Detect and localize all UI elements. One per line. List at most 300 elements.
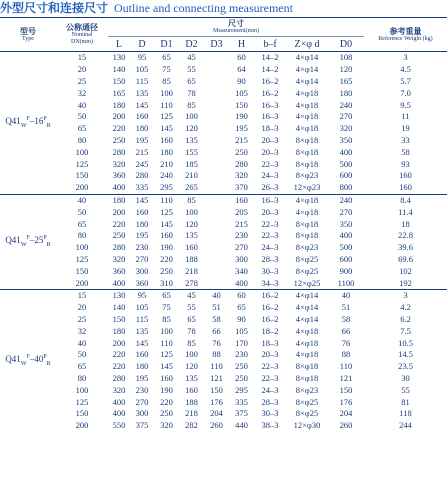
table-cell: 160 [135,111,149,122]
table-cell: 8×φ18 [295,218,319,229]
table-cell: 150 [112,313,126,324]
table-row [0,337,447,349]
table-cell: 150 [339,384,353,395]
table-row [0,325,447,337]
table-cell: 140 [112,64,126,75]
table-cell [204,254,229,266]
table-cell: 240 [160,170,173,181]
table-cell: 320 [112,253,126,264]
table-cell: 100 [185,206,198,217]
table-cell: 93 [401,158,410,169]
table-cell: 100 [75,384,89,395]
table-cell: 4.5 [400,64,411,75]
table-cell [204,146,229,158]
table-cell: 65 [187,75,196,86]
table-cell: 260 [339,420,353,431]
table-cell: 23.5 [398,361,413,372]
table-cell: 76 [341,337,351,348]
table-cell: 375 [235,408,248,419]
table-cell: 265 [185,182,198,193]
table-cell [204,218,229,230]
table-cell: 40 [204,289,229,301]
table-cell: 600 [339,170,353,181]
table-cell: 85 [187,337,196,348]
table-cell: 210 [160,158,173,169]
table-cell: 176 [339,396,353,407]
table-cell: 65 [237,302,246,313]
table-cell: 8×φ25 [295,265,319,276]
table-cell: 22.8 [398,230,413,241]
table-cell: 400 [339,230,353,241]
table-cell: 95 [130,289,154,301]
table-cell: 4×φ18 [295,87,319,98]
type-header: 型号 Type [0,18,56,52]
table-cell: 215 [235,134,248,145]
table-cell: 155 [185,146,198,157]
table-cell: 30 [401,372,410,383]
table-cell: 121 [339,372,353,383]
table-cell [204,158,229,170]
table-cell: 350 [339,218,353,229]
table-cell: 125 [160,111,173,122]
table-cell [204,135,229,147]
table-cell: 8×φ23 [295,242,319,253]
table-cell: 320 [112,384,126,395]
table-row [0,265,447,277]
table-cell: 110 [210,361,223,372]
table-cell: 360 [112,265,126,276]
table-cell: 250 [235,361,248,372]
table-cell: 215 [235,218,248,229]
column-header: D [130,37,154,52]
table-cell: 135 [185,372,198,383]
table-row [0,135,447,147]
table-row [0,373,447,385]
table-cell: 25 [77,313,87,324]
table-cell: 8×φ23 [295,384,319,395]
table-cell: 190 [235,111,248,122]
type-cell: $Q41_W^F-25^P_R$ [0,194,56,289]
table-cell: 32 [77,325,87,336]
table-cell: 65 [77,218,87,229]
table-cell: 4×φ18 [295,337,319,348]
table-cell: 200 [75,182,89,193]
table-cell: 16–3 [261,111,279,122]
table-cell: 4×φ14 [295,64,319,75]
table-cell: 65 [77,123,87,134]
table-cell: 135 [185,230,198,241]
table-cell: 160 [399,182,412,193]
table-cell: 230 [235,230,248,241]
table-cell: 150 [235,99,248,110]
table-cell: 22–3 [261,361,279,372]
table-cell: 100 [160,87,173,98]
table-cell: 375 [135,420,149,431]
table-cell: 160 [160,372,173,383]
table-cell: 22–3 [261,372,279,383]
table-cell: 20–3 [261,134,279,145]
table-cell [204,206,229,218]
table-cell: 180 [112,325,126,336]
column-header: D1 [154,37,179,52]
table-cell: 16–2 [261,313,279,324]
table-cell: 60 [229,289,254,301]
table-row [0,361,447,373]
table-cell: 8×φ25 [295,253,319,264]
table-cell: 370 [235,182,248,193]
table-cell: 4.2 [400,302,411,313]
type-cell: $Q41_W^F-40^P_R$ [0,289,56,431]
table-cell: 310 [160,277,173,288]
table-cell: 135 [135,325,149,336]
table-row [0,76,447,88]
weight-header: 参考重量 Reference Weight (kg) [364,18,447,52]
table-cell: 210 [185,170,198,181]
table-cell: 280 [112,146,126,157]
table-cell: 188 [185,253,198,264]
column-header: D3 [204,37,229,52]
table-row [0,230,447,242]
table-cell [204,87,229,99]
table-cell: 185 [185,158,198,169]
table-cell: 66 [341,325,351,336]
table-cell: 440 [235,420,248,431]
table-cell: 125 [75,158,89,169]
table-row [0,254,447,266]
table-cell: 176 [210,396,223,407]
table-cell: 600 [339,253,353,264]
table-cell: 100 [160,325,173,336]
table-cell: 270 [135,396,149,407]
table-cell: 19 [401,123,410,134]
title-en: Outline and connecting measurement [114,1,293,15]
table-cell: 8×φ25 [295,396,319,407]
table-cell: 8×φ23 [295,170,319,181]
table-cell: 16–2 [261,87,279,98]
table-cell: 115 [135,75,149,86]
table-cell: 3 [364,52,447,64]
table-cell: 16–3 [254,194,286,206]
table-cell: 105 [135,64,149,75]
table-row [0,182,447,194]
table-cell: 160 [185,242,198,253]
table-cell: 250 [235,372,248,383]
table-cell: 200 [112,337,126,348]
table-cell: 65 [77,361,87,372]
table-cell: 230 [135,384,149,395]
table-cell [204,123,229,135]
table-cell: 400 [112,182,126,193]
column-header: L [108,37,130,52]
table-row [0,170,447,182]
table-cell: 39.6 [398,242,413,253]
table-cell: 360 [135,277,149,288]
table-cell: 220 [112,123,126,134]
table-cell: 160 [135,206,149,217]
table-cell: 120 [339,64,353,75]
table-cell: 78 [187,325,196,336]
table-cell: 270 [339,206,353,217]
table-cell: 22–3 [261,218,279,229]
table-cell: 170 [235,337,248,348]
table-cell: 280 [135,170,149,181]
table-cell: 16–3 [261,99,279,110]
table-cell: 76 [212,337,221,348]
table-cell: 1100 [337,277,355,288]
table-cell: 4×φ14 [286,52,328,64]
table-cell: 11 [401,111,410,122]
table-cell: 335 [235,396,248,407]
table-cell: 220 [160,253,173,264]
table-cell: 180 [160,146,173,157]
table-cell: 118 [399,408,412,419]
table-cell [204,52,229,64]
table-cell: 40 [328,289,364,301]
table-cell: 180 [112,99,126,110]
table-cell: 28–3 [261,253,279,264]
table-cell: 8×φ25 [295,408,319,419]
table-cell: 50 [77,349,87,360]
table-cell: 145 [130,194,154,206]
table-row [0,52,447,64]
table-cell: 400 [339,146,353,157]
table-cell: 100 [75,242,89,253]
table-cell: 145 [160,361,173,372]
table-cell: 16–2 [261,75,279,86]
table-cell: 51 [212,302,221,313]
table-cell: 8×φ18 [295,146,319,157]
table-cell: 80 [77,372,87,383]
table-cell: 190 [160,242,173,253]
table-cell: 400 [112,277,126,288]
table-cell: 58 [401,146,410,157]
table-cell: 145 [135,337,149,348]
table-cell: 45 [179,289,204,301]
table-cell [204,182,229,194]
table-cell: 270 [339,111,353,122]
table-cell [204,99,229,111]
table-cell: 195 [235,123,248,134]
table-cell: 150 [75,265,89,276]
table-cell: 245 [135,158,149,169]
table-cell: 218 [185,265,198,276]
table-cell: 18–2 [261,325,279,336]
table-cell: 125 [75,396,89,407]
table-cell: 85 [162,313,171,324]
table-cell: 165 [339,75,353,86]
table-cell: 500 [339,158,353,169]
table-cell: 10.5 [398,337,413,348]
table-cell: 8×φ18 [295,158,319,169]
table-row [0,158,447,170]
table-cell: 6.2 [400,313,411,324]
table-cell: 3 [364,289,447,301]
table-cell: 278 [185,277,198,288]
table-cell: 180 [135,218,149,229]
table-cell: 320 [160,420,173,431]
table-row [0,242,447,254]
table-cell: 24–3 [261,242,279,253]
table-cell: 24–3 [261,384,279,395]
table-cell: 8×φ18 [295,230,319,241]
table-cell: 282 [185,420,198,431]
table-cell: 4×φ18 [295,325,319,336]
table-cell: 250 [235,146,248,157]
column-header: H [229,37,254,52]
table-cell: 110 [160,99,173,110]
table-cell: 25 [77,75,87,86]
table-cell: 11.4 [398,206,413,217]
table-cell: 75 [162,302,171,313]
table-cell: 20 [77,302,87,313]
table-cell: 320 [235,170,248,181]
table-cell: 50 [77,206,87,217]
table-cell: 9.5 [400,99,411,110]
table-cell [204,265,229,277]
table-cell: 4×φ18 [295,206,319,217]
table-row [0,384,447,396]
table-cell: 58 [212,313,221,324]
table-cell: 55 [187,64,196,75]
table-cell: 110 [160,337,173,348]
table-cell [204,230,229,242]
table-cell: 22–3 [261,230,279,241]
table-cell: 12×φ25 [293,277,321,288]
table-cell: 215 [135,146,149,157]
table-cell: 20–3 [261,349,279,360]
table-cell: 110 [154,194,179,206]
table-cell: 220 [112,218,126,229]
table-cell: 135 [135,87,149,98]
table-cell: 64 [237,64,246,75]
table-cell: 244 [399,420,412,431]
table-cell: 195 [135,372,149,383]
page-title [0,0,447,18]
column-header: Z×φ d [286,37,328,52]
table-cell: 130 [108,289,130,301]
table-row [0,123,447,135]
table-cell: 38–3 [261,420,279,431]
table-cell [204,111,229,123]
table-cell: 125 [160,206,173,217]
table-cell: 280 [112,372,126,383]
table-cell: 550 [112,420,126,431]
table-cell: 205 [235,206,248,217]
table-cell: 30–3 [261,265,279,276]
table-cell: 230 [235,349,248,360]
table-cell: 69.6 [398,253,413,264]
table-cell: 350 [339,134,353,145]
table-row [0,349,447,361]
table-cell: 135 [185,134,198,145]
table-cell: 140 [112,302,126,313]
table-cell: 105 [235,87,248,98]
table-cell: 800 [339,182,353,193]
table-cell: 160 [135,349,149,360]
table-cell: 88 [341,349,351,360]
table-cell: 55 [401,384,410,395]
column-header: D2 [179,37,204,52]
table-cell: 20 [77,64,87,75]
table-cell: 12×φ23 [293,182,321,193]
table-cell: 204 [339,408,353,419]
table-row [0,277,447,289]
table-cell: 85 [162,75,171,86]
table-cell: 18–3 [261,337,279,348]
table-cell: 18 [401,218,410,229]
table-cell: 200 [112,206,126,217]
table-cell: 200 [75,277,89,288]
table-cell: 320 [112,158,126,169]
table-cell: 5.7 [400,75,411,86]
table-cell: 165 [112,87,126,98]
table-cell: 130 [108,52,130,64]
table-cell: 40 [77,99,87,110]
table-row [0,99,447,111]
table-cell: 4×φ14 [295,313,319,324]
table-cell: 300 [135,408,149,419]
table-cell: 230 [135,242,149,253]
table-cell: 125 [75,253,89,264]
table-cell: 4×φ18 [295,349,319,360]
table-cell: 22–3 [261,158,279,169]
table-cell: 121 [210,372,223,383]
table-row [0,194,447,206]
table-cell: 150 [75,170,89,181]
table-cell: 105 [135,302,149,313]
table-cell: 250 [160,265,173,276]
measurement-table [0,17,447,432]
table-cell: 100 [185,349,198,360]
table-cell: 218 [185,408,198,419]
table-cell [204,277,229,289]
table-cell: 160 [185,384,198,395]
table-cell: 40 [56,194,108,206]
column-header: D0 [328,37,364,52]
table-cell: 81 [401,396,410,407]
table-cell: 4×φ18 [295,123,319,134]
table-row [0,87,447,99]
table-cell: 145 [160,218,173,229]
table-cell: 108 [328,52,364,64]
table-row [0,396,447,408]
table-cell: 150 [75,408,89,419]
table-row [0,64,447,76]
table-cell: 220 [112,349,126,360]
table-cell: 15 [56,52,108,64]
table-cell: 65 [187,313,196,324]
table-row [0,302,447,314]
table-row [0,111,447,123]
table-cell: 4×φ14 [295,302,319,313]
table-row [0,289,447,301]
table-cell: 20–3 [261,146,279,157]
table-cell: 20–3 [261,206,279,217]
table-cell: 190 [160,384,173,395]
table-cell: 14.5 [398,349,413,360]
table-cell: 270 [135,253,149,264]
table-cell: 102 [399,265,412,276]
table-cell: 4×φ18 [295,111,319,122]
table-cell: 50 [77,111,87,122]
table-cell: 85 [187,99,196,110]
dn-header: 公称通径 Nominal DN(mm) [56,18,108,52]
table-cell: 110 [339,361,353,372]
header-row-top [0,18,447,37]
table-cell: 295 [235,384,248,395]
table-cell: 8.4 [364,194,447,206]
table-cell: 80 [77,134,87,145]
